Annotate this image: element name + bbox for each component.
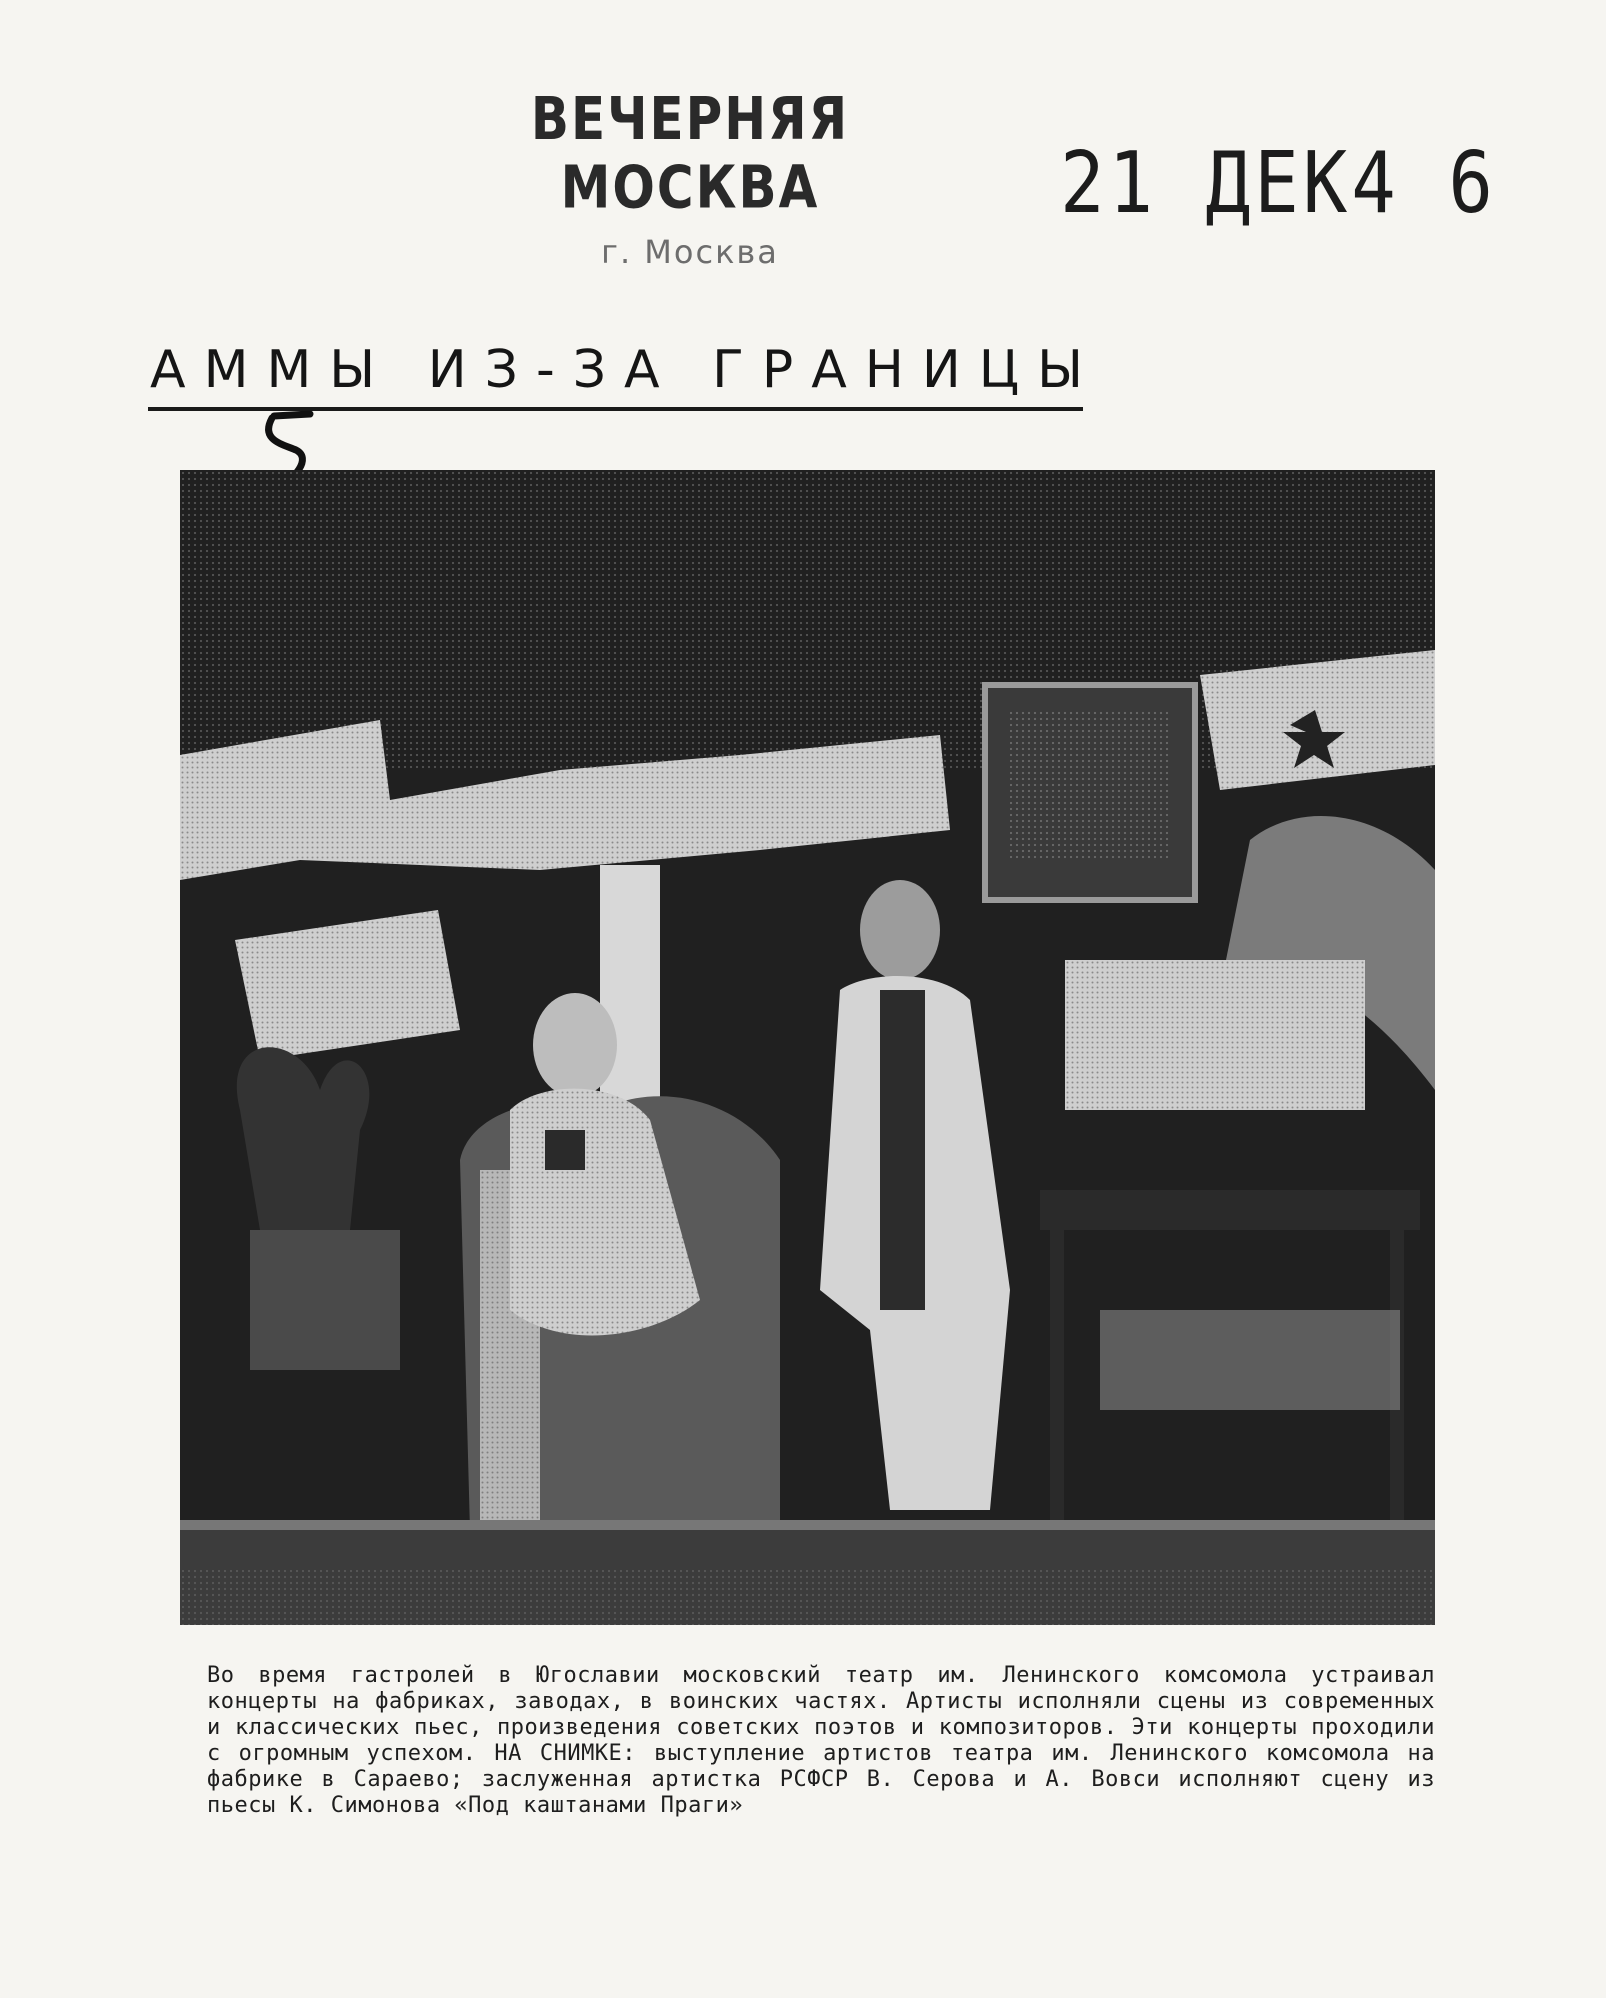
newspaper-city: г. Москва (601, 233, 779, 271)
date-stamp: 21 ДЕК4 6 (1060, 133, 1497, 233)
stage-photograph (180, 470, 1435, 1625)
newspaper-stamp (455, 84, 925, 271)
stage-photo-illustration (180, 470, 1435, 1625)
photo-caption: Во время гастролей в Югославии московский театр им. Ленинского комсомола устраивал концерты на фабриках, заводах, в воинских частях. Артисты исполняли сцены из современных и классических пьес, произведения советских поэтов и композиторов. Эти концерты проходили с огромным успехом. НА СНИМКЕ: выступление артистов театра им. Ленинского комсомола на фабрике в Сараево; заслуженная артистка РСФСР В. Серова и А. Вовси исполняют сцену из пьесы К. Симонова «Под каштанами Праги» (207, 1663, 1435, 1818)
headline: АММЫ ИЗ-ЗА ГРАНИЦЫ (150, 340, 1102, 400)
newspaper-name: ВЕЧЕРНЯЯ МОСКВА (530, 84, 850, 222)
